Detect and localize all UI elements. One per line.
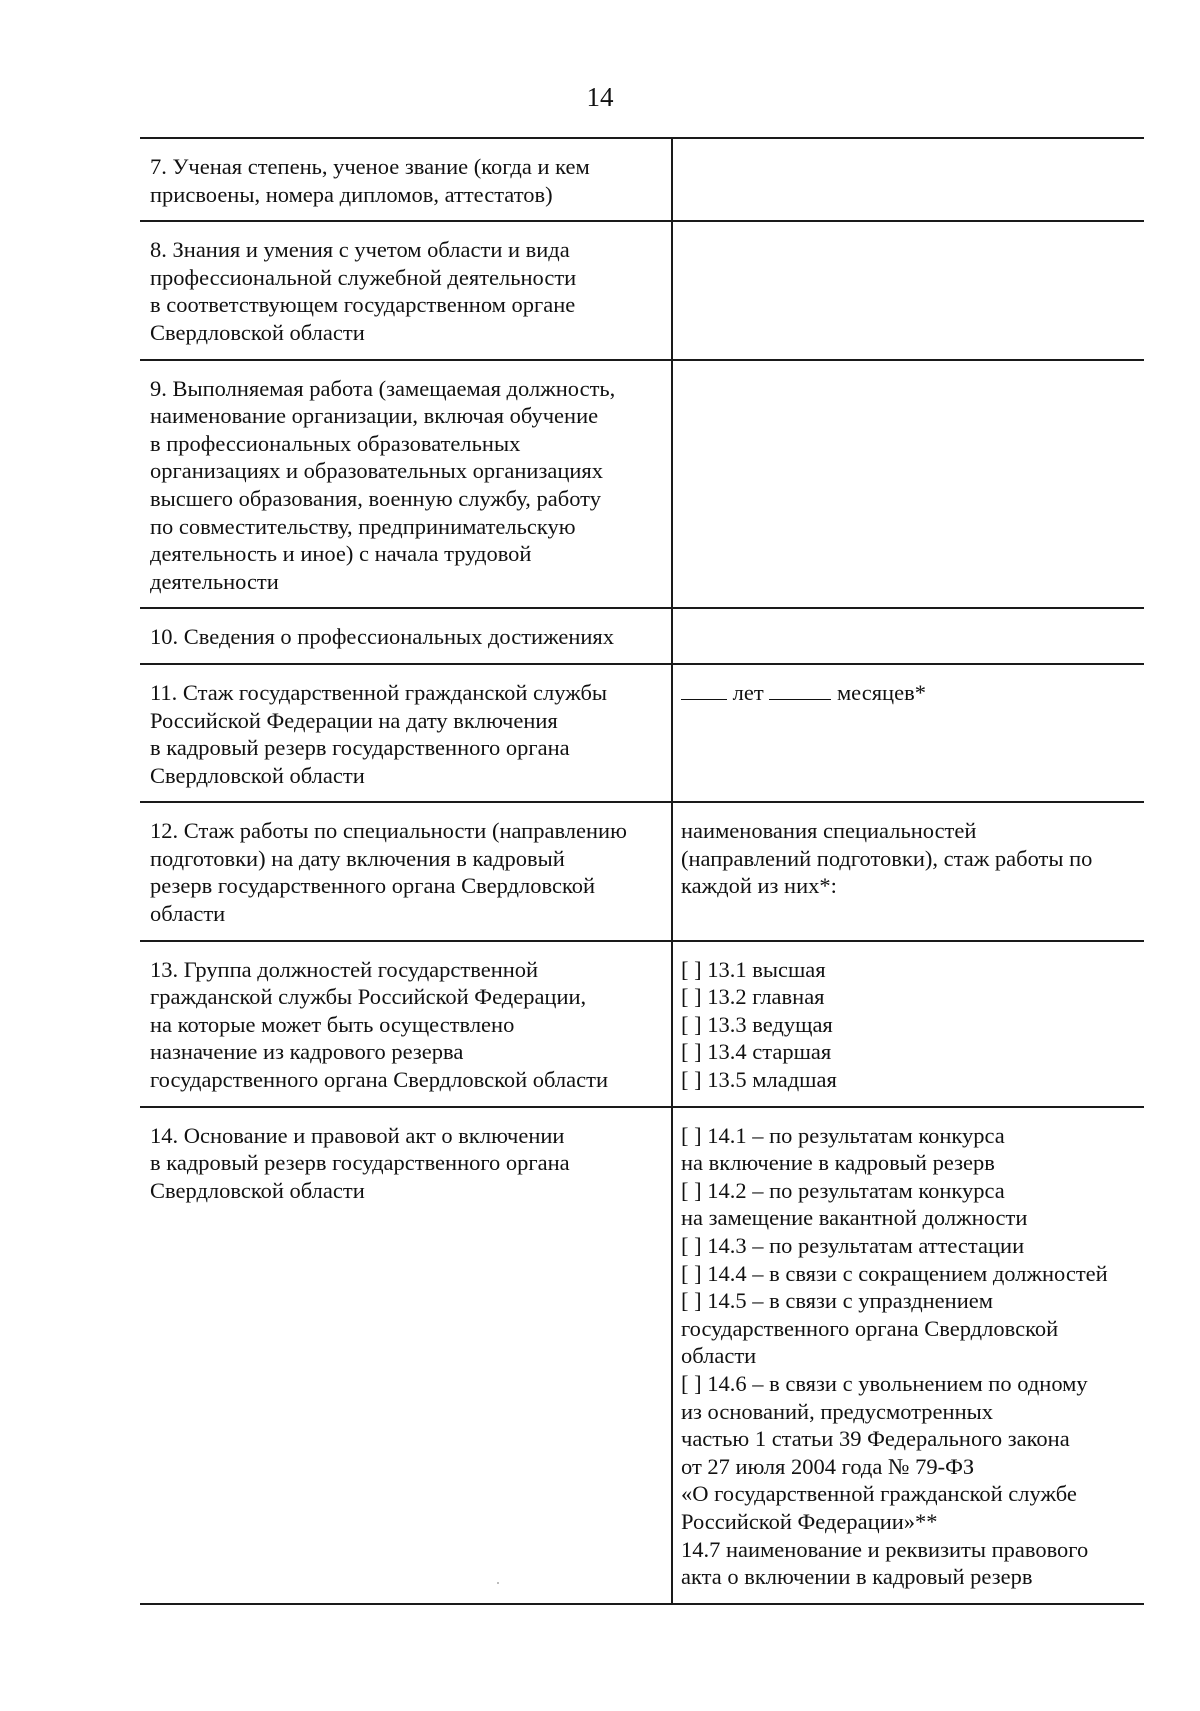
row-13-label-line: назначение из кадрового резерва [150,1039,464,1065]
legal-act-details-label: акта о включении в кадровый резерв [681,1564,1033,1590]
row-12-label-line: 12. Стаж работы по специальности (направлению [150,818,627,844]
row-9-label-line: деятельность и иное) с начала трудовой [150,541,532,567]
table-row-8 [140,221,1144,359]
table-row-12 [140,802,1144,940]
page-number: 14 [586,82,614,112]
months-blank-field[interactable] [769,679,831,700]
basis-checkbox-option[interactable]: [ ] 14.2 – по результатам конкурса [681,1177,1005,1203]
row-14-value [672,1107,1144,1604]
basis-checkbox-option[interactable]: [ ] 14.4 – в связи с сокращением должностей [681,1260,1108,1286]
row-13-label [140,941,672,1107]
basis-option-text: частью 1 статьи 39 Федерального закона [681,1426,1070,1452]
row-13-label-line: 13. Группа должностей государственной [150,956,539,982]
row-13-value [672,941,1144,1107]
row-14-label-line: 14. Основание и правовой акт о включении [150,1122,565,1148]
row-9-label-line: в профессиональных образовательных [150,430,521,456]
years-word: лет [732,679,764,705]
row-11-value [672,664,1144,802]
position-group-checkbox-option[interactable]: [ ] 13.2 главная [681,984,825,1010]
legal-act-details-label: 14.7 наименование и реквизиты правового [681,1536,1089,1562]
row-12-value-line: (направлений подготовки), стаж работы по [681,845,1093,871]
table-row-9 [140,360,1144,609]
personnel-reserve-form-table [140,137,1144,1605]
months-word: месяцев* [836,679,926,705]
row-12-label-line: области [150,901,226,927]
row-7-label [140,138,672,221]
basis-option-text: государственного органа Свердловской [681,1315,1059,1341]
basis-checkbox-option[interactable]: [ ] 14.3 – по результатам аттестации [681,1233,1025,1258]
row-8-label [140,221,672,359]
row-9-label-line: организациях и образовательных организациях [150,458,604,484]
row-9-label-line: деятельности [150,568,279,594]
table-row-13 [140,941,1144,1107]
table-row-14 [140,1107,1144,1604]
service-length-line [681,679,1138,707]
row-9-label-line: по совместительству, предпринимательскую [150,513,576,539]
row-13-label-line: на которые может быть осуществлено [150,1011,515,1037]
row-12-label-line: резерв государственного органа Свердловской [150,873,596,899]
row-9-label [140,360,672,609]
basis-option-text: на замещение вакантной должности [681,1205,1028,1231]
row-11-label-line: 11. Стаж государственной гражданской службы [150,679,608,705]
position-group-checkbox-option[interactable]: [ ] 13.5 младшая [681,1067,837,1093]
row-14-label-line: в кадровый резерв государственного органа [150,1150,570,1176]
row-7-label-line: 7. Ученая степень, ученое звание (когда и кем [150,154,590,179]
row-14-label [140,1107,672,1604]
row-11-label-line: Российской Федерации на дату включения [150,707,558,733]
row-10-value-field[interactable] [672,608,1144,664]
table-row-10 [140,608,1144,664]
row-8-label-line: профессиональной служебной деятельности [150,264,577,290]
row-9-value-field[interactable] [672,360,1144,609]
basis-option-text: области [681,1343,757,1369]
basis-checkbox-option[interactable]: [ ] 14.1 – по результатам конкурса [681,1122,1005,1148]
row-11-label [140,664,672,802]
row-13-label-line: гражданской службы Российской Федерации, [150,984,587,1010]
row-12-value-line: каждой из них*: [681,873,837,899]
position-group-checkbox-option[interactable]: [ ] 13.3 ведущая [681,1011,833,1037]
row-9-label-line: высшего образования, военную службу, работу [150,485,601,511]
basis-checkbox-option[interactable]: [ ] 14.6 – в связи с увольнением по одному [681,1370,1088,1396]
basis-option-text: от 27 июля 2004 года № 79-ФЗ [681,1453,975,1479]
table-row-7 [140,138,1144,221]
position-group-checkbox-option[interactable]: [ ] 13.1 высшая [681,956,826,982]
row-8-value-field[interactable] [672,221,1144,359]
row-12-label-line: подготовки) на дату включения в кадровый [150,845,565,871]
years-blank-field[interactable] [681,679,727,700]
row-8-label-line: в соответствующем государственном органе [150,292,576,318]
basis-option-text: «О государственной гражданской службе [681,1481,1077,1507]
row-9-label-line: наименование организации, включая обучение [150,403,599,429]
row-12-label [140,802,672,940]
table-row-11 [140,664,1144,802]
row-7-label-line: присвоены, номера дипломов, аттестатов) [150,181,553,207]
row-7-value-field[interactable] [672,138,1144,221]
row-14-label-line: Свердловской области [150,1177,365,1203]
row-10-label [140,608,672,664]
row-8-label-line: Свердловской области [150,319,365,345]
row-13-label-line: государственного органа Свердловской области [150,1067,608,1093]
row-10-label-line: 10. Сведения о профессиональных достижениях [150,624,615,650]
row-12-value [672,802,1144,940]
basis-option-text: из оснований, предусмотренных [681,1398,993,1424]
row-12-value-line: наименования специальностей [681,818,977,844]
basis-option-text: на включение в кадровый резерв [681,1150,995,1176]
basis-option-text: Российской Федерации»** [681,1508,938,1534]
scan-speck [497,1582,499,1584]
basis-checkbox-option[interactable]: [ ] 14.5 – в связи с упразднением [681,1288,993,1314]
row-8-label-line: 8. Знания и умения с учетом области и вида [150,237,570,263]
position-group-checkbox-option[interactable]: [ ] 13.4 старшая [681,1039,832,1065]
row-9-label-line: 9. Выполняемая работа (замещаемая должность, [150,375,616,401]
row-11-label-line: Свердловской области [150,762,365,788]
row-11-label-line: в кадровый резерв государственного органа [150,735,570,761]
